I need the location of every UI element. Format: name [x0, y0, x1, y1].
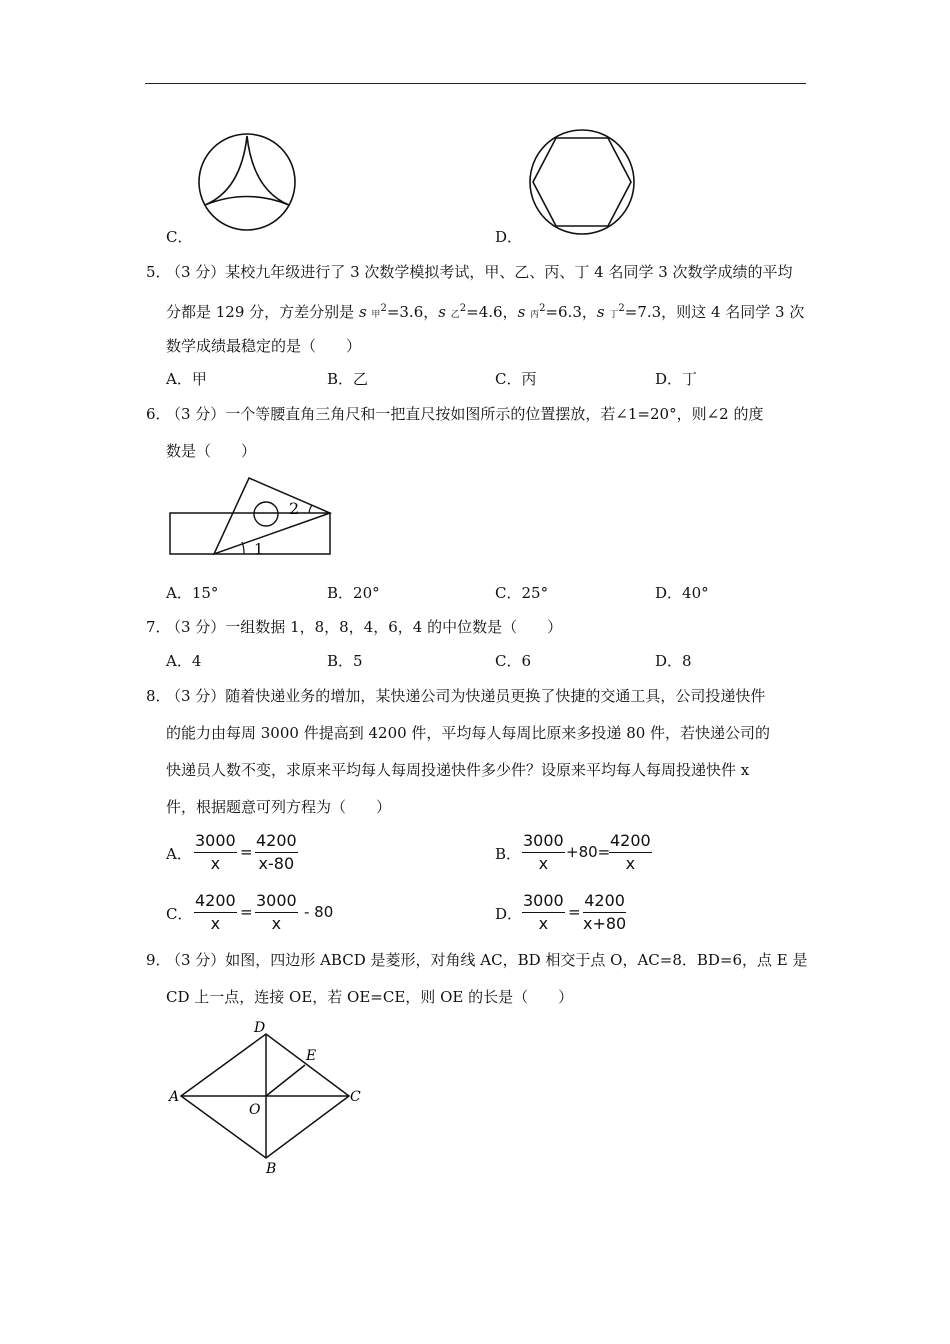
q8-option-b-label: B．: [495, 845, 522, 863]
sub-jia: 甲: [371, 310, 381, 320]
q9-line1: （3 分）如图，四边形 ABCD 是菱形，对角线 AC，BD 相交于点 O，AC=8．BD=6，点 E 是: [166, 951, 808, 969]
q8-a-frac-2: [255, 832, 298, 873]
denominator: x-80: [258, 854, 295, 873]
point-c-label: C: [350, 1089, 361, 1105]
var-s: s: [438, 303, 446, 321]
q7-option-c: C．6: [495, 652, 532, 670]
val-2: =4.6，: [466, 303, 518, 321]
q8-d-frac-2: [583, 892, 626, 933]
denominator: x: [538, 914, 549, 933]
q7-option-b: B．5: [327, 652, 363, 670]
q7-option-a: A．4: [166, 652, 202, 670]
q8-b-frac-2: [609, 832, 652, 873]
q6-option-c: C．25°: [495, 584, 549, 602]
q7-number: 7．: [146, 618, 171, 636]
q5-option-c: C．丙: [495, 370, 537, 388]
q8-a-frac-1: [194, 832, 237, 873]
var-s: s: [596, 303, 605, 321]
denominator: x: [538, 854, 549, 873]
q5-number: 5．: [146, 263, 171, 281]
q8-line3: 快递员人数不变，求原来平均每人每周投递快件多少件？设原来平均每人每周投递快件 x: [166, 761, 750, 779]
q5-line3: 数学成绩最稳定的是（ ）: [166, 337, 362, 355]
numerator: 4200: [255, 832, 298, 853]
numerator: 3000: [522, 832, 565, 853]
val-3: =6.3，: [545, 303, 597, 321]
numerator: 3000: [255, 892, 298, 913]
q5-line2-text: 分都是 129 分，方差分别是: [166, 303, 359, 321]
point-b-label: B: [266, 1161, 277, 1177]
denominator: x: [210, 914, 221, 933]
var-s: s: [358, 303, 367, 321]
sub-ding: 丁: [609, 310, 619, 320]
numerator: 4200: [583, 892, 626, 913]
q8-option-a-label: A．: [166, 845, 192, 863]
q7-option-d: D．8: [655, 652, 692, 670]
q6-number: 6．: [146, 405, 171, 423]
point-e-label: E: [306, 1048, 317, 1064]
q5-line1: （3 分）某校九年级进行了 3 次数学模拟考试，甲、乙、丙、丁 4 名同学 3 次数学成绩的平均: [166, 263, 793, 281]
sup-2: 2: [539, 303, 546, 314]
sup-2: 2: [380, 303, 387, 314]
q6-option-b: B．20°: [327, 584, 380, 602]
sup-2: 2: [618, 303, 625, 314]
point-a-label: A: [169, 1089, 180, 1105]
q5-option-b: B．乙: [327, 370, 369, 388]
figure-c-reuleaux-in-circle: [195, 130, 299, 234]
q5-line2: [166, 299, 804, 325]
val-1: =3.6，: [386, 303, 439, 321]
q8-number: 8．: [146, 687, 171, 705]
q8-c-frac-2: [255, 892, 298, 933]
angle-2-label: 2: [289, 499, 300, 518]
q5-option-a: A．甲: [166, 370, 207, 388]
header-rule: [145, 83, 806, 84]
denominator: x: [625, 854, 636, 873]
q8-b-frac-1: [522, 832, 565, 873]
q8-line2: 的能力由每周 3000 件提高到 4200 件，平均每人每周比原来多投递 80 件，若快递公司的: [166, 724, 771, 742]
q8-line4: 件，根据题意可列方程为（ ）: [166, 798, 392, 816]
var-s: s: [517, 303, 526, 321]
denominator: x: [271, 914, 282, 933]
q8-d-frac-1: [522, 892, 565, 933]
figure-d-hexagon-in-circle: [527, 128, 637, 236]
numerator: 4200: [194, 892, 237, 913]
q5-option-d: D．丁: [655, 370, 698, 388]
q8-c-equals: =: [240, 903, 253, 921]
q8-d-equals: =: [568, 903, 581, 921]
sub-yi: 乙: [450, 310, 460, 320]
q6-option-a: A．15°: [166, 584, 219, 602]
denominator: x+80: [583, 914, 627, 933]
q9-number: 9．: [146, 951, 171, 969]
q6-line1: （3 分）一个等腰直角三角尺和一把直尺按如图所示的位置摆放，若∠1=20°，则∠2 的度: [166, 405, 764, 423]
q8-c-tail: - 80: [304, 903, 334, 921]
q7-line1: （3 分）一组数据 1，8，8，4，6，4 的中位数是（ ）: [166, 618, 563, 636]
q6-option-d: D．40°: [655, 584, 709, 602]
q8-c-frac-1: [194, 892, 237, 933]
q8-a-equals: =: [240, 843, 253, 861]
q9-figure-rhombus: [165, 1018, 370, 1178]
q8-option-c-label: C．: [166, 905, 193, 923]
angle-1-label: 1: [254, 540, 264, 558]
numerator: 4200: [609, 832, 652, 853]
option-d-label: D．: [495, 228, 523, 246]
q6-figure-triangle-ruler: [166, 472, 336, 562]
val-4: =7.3，则这 4 名同学 3 次: [624, 303, 805, 321]
q6-line2: 数是（ ）: [166, 442, 257, 460]
sub-bing: 丙: [530, 310, 540, 320]
sup-2: 2: [459, 303, 467, 314]
q8-option-d-label: D．: [495, 905, 523, 923]
point-d-label: D: [254, 1020, 266, 1036]
numerator: 3000: [194, 832, 237, 853]
q8-line1: （3 分）随着快递业务的增加，某快递公司为快递员更换了快捷的交通工具，公司投递快件: [166, 687, 766, 705]
point-o-label: O: [249, 1102, 261, 1118]
q9-line2: CD 上一点，连接 OE，若 OE=CE，则 OE 的长是（ ）: [166, 988, 574, 1006]
q8-b-middle: +80=: [566, 843, 611, 861]
denominator: x: [210, 854, 221, 873]
numerator: 3000: [522, 892, 565, 913]
option-c-label: C．: [166, 228, 193, 246]
